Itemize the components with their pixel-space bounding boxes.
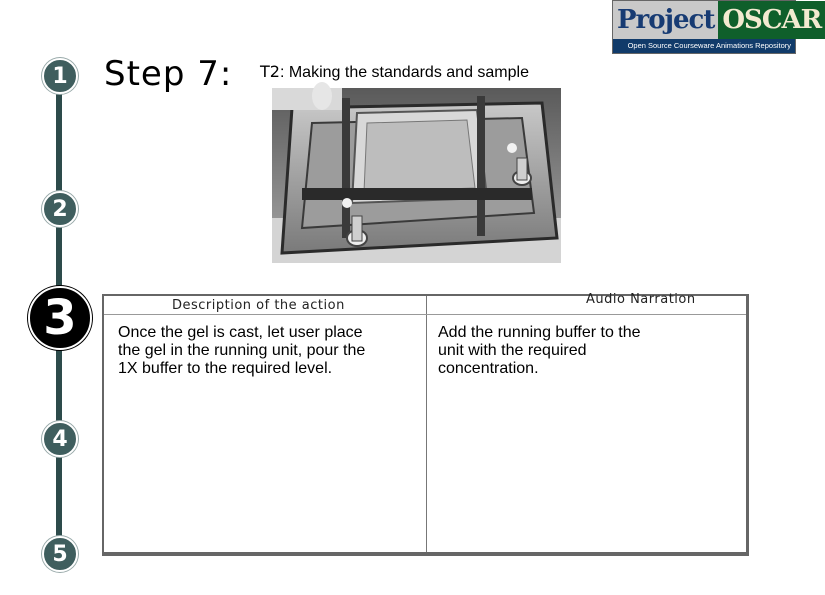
logo-tagline: Open Source Courseware Animations Repository bbox=[613, 39, 795, 53]
subtitle-prefix: T2 bbox=[260, 62, 280, 81]
step-4-circle[interactable]: 4 bbox=[42, 421, 78, 457]
step-2-circle[interactable]: 2 bbox=[42, 191, 78, 227]
step-5-circle[interactable]: 5 bbox=[42, 536, 78, 572]
project-oscar-logo bbox=[612, 0, 822, 54]
subtitle-text: : Making the standards and sample bbox=[279, 64, 529, 81]
description-header: Description of the action bbox=[172, 298, 345, 313]
column-divider bbox=[426, 296, 427, 552]
description-text: Once the gel is cast, let user place the gel in the running unit, pour the 1X buffer to the required level. bbox=[118, 324, 366, 377]
audio-narration-header: Audio Narration bbox=[586, 292, 696, 307]
step-3-circle-current[interactable]: 3 bbox=[28, 286, 92, 350]
logo-oscar-text: OSCAR bbox=[718, 1, 825, 39]
step-title: Step 7: bbox=[104, 54, 233, 94]
storyboard-table bbox=[102, 294, 749, 556]
step-1-circle[interactable]: 1 bbox=[42, 58, 78, 94]
gel-electrophoresis-unit-photo bbox=[272, 88, 561, 263]
audio-narration-text: Add the running buffer to the unit with the required concentration. bbox=[438, 324, 641, 377]
header-divider bbox=[104, 314, 746, 315]
logo-project-text: Project bbox=[613, 1, 718, 39]
step-subtitle bbox=[260, 62, 529, 82]
gel-unit-illustration bbox=[272, 88, 561, 263]
